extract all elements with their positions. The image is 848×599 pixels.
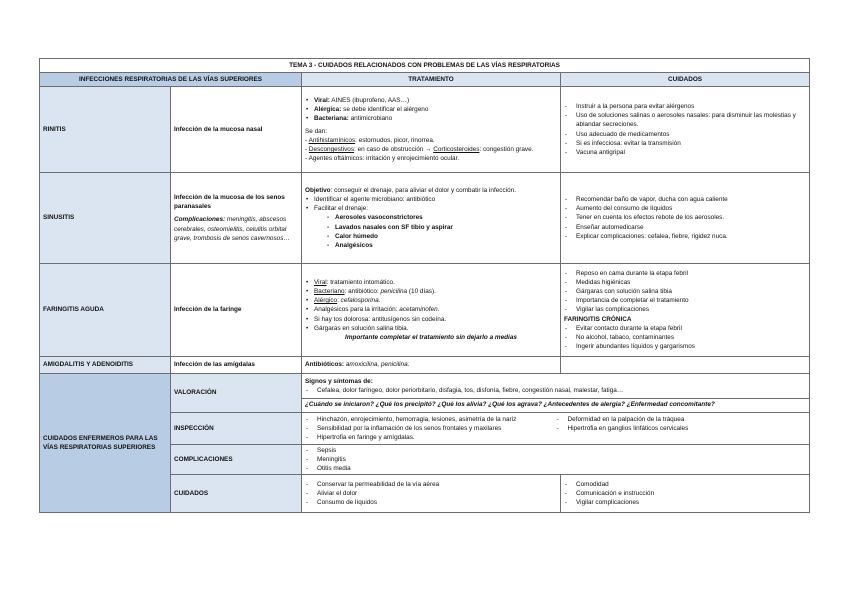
sinusitis-tratamiento bbox=[302, 173, 561, 264]
cuidados-right bbox=[561, 475, 810, 513]
list-item: - No alcohol, tabaco, contaminantes bbox=[564, 333, 806, 342]
valoracion-content bbox=[302, 374, 810, 413]
rinitis-descong-label: Descongestivos bbox=[308, 146, 355, 154]
list-item: - Explicar complicaciones: cefalea, fiebre, rigidez nuca. bbox=[564, 232, 806, 241]
rinitis-tratamiento: • Viral: AINES (ibuprofeno, AAS…) • Alérgica: se debe identificar el alérgeno • Bacteriana: antimicrobiano Se dan: - Antihistamínicos: estornudos, picor, rinorrea. - Descongestivos: en caso de obstrucción → Corticosteroides: congestión grave. - Agentes oftálmicos: irritación y enrojecimiento ocular. bbox=[302, 87, 561, 173]
list-item: - Medidas higiénicas bbox=[564, 278, 806, 287]
list-item: - Hipertrofia en faringe y amígdalas. bbox=[305, 433, 556, 442]
sinusitis-name: SINUSITIS bbox=[40, 173, 171, 264]
faringitis-analg-text: Analgésicos para la irritación: bbox=[314, 306, 400, 314]
faringitis-viral-text: : tratamiento intomático. bbox=[326, 279, 395, 287]
list-item: - Tener en cuenta los efectos rebote de los aerosoles. bbox=[564, 213, 806, 222]
list-item: - Ingerir abundantes líquidos y gargarismos bbox=[564, 342, 806, 351]
list-item: - Aliviar el dolor bbox=[305, 489, 557, 498]
list-item: - Comodidad bbox=[564, 480, 806, 489]
complicaciones-label: COMPLICACIONES bbox=[171, 445, 302, 475]
rinitis-cuidados bbox=[561, 87, 810, 173]
sinusitis-complic-label: Complicaciones: bbox=[174, 216, 226, 224]
rinitis-desc: Infección de la mucosa nasal bbox=[171, 87, 302, 173]
list-item: - Analgésicos bbox=[317, 241, 557, 250]
row-sinusitis bbox=[40, 173, 810, 264]
list-item: - Consumo de líquidos bbox=[305, 498, 557, 507]
rinitis-alergica-text: se debe identificar el alérgeno bbox=[341, 105, 429, 113]
rinitis-antihist-text: : estornudos, picor, rinorrea. bbox=[355, 137, 435, 145]
sinusitis-objetivo-text: : conseguir el drenaje, para aliviar el dolor y combatir la infección. bbox=[330, 187, 517, 195]
inspeccion-label: INSPECCIÓN bbox=[171, 413, 302, 445]
rinitis-viral-label: Viral: bbox=[314, 96, 330, 104]
list-item: - Comunicación e instrucción bbox=[564, 489, 806, 498]
list-item: - Instruir a la persona para evitar alérgenos bbox=[564, 102, 806, 111]
rinitis-name: RINITIS bbox=[40, 87, 171, 173]
list-item: - Sepsis bbox=[305, 446, 806, 455]
list-item: - Lavados nasales con SF tibio y aspirar bbox=[317, 223, 557, 232]
faringitis-analg-drug: acetaminofen. bbox=[399, 306, 440, 314]
amigdalitis-tratamiento bbox=[302, 357, 561, 374]
document-page bbox=[39, 58, 809, 513]
row-faringitis bbox=[40, 264, 810, 357]
rinitis-bacteriana-text: antimicrobiano bbox=[348, 114, 393, 122]
faringitis-gargaras: • Gárgaras en solución salina tibia. bbox=[305, 324, 557, 333]
list-item: • Identificar el agente microbiano: antibiótico bbox=[305, 195, 557, 204]
faringitis-cronica-title: FARINGITIS CRÓNICA bbox=[564, 315, 632, 323]
header-tratamiento: TRATAMIENTO bbox=[302, 73, 561, 87]
faringitis-desc: Infección de la faringe bbox=[171, 264, 302, 357]
list-item: - Recomendar baño de vapor, ducha con agua caliente bbox=[564, 195, 806, 204]
row-valoracion bbox=[40, 374, 810, 413]
list-item: - Enseñar automedicarse bbox=[564, 223, 806, 232]
list-item: • Facilitar el drenaje: bbox=[305, 204, 557, 213]
faringitis-bact-text: : antibiótico: bbox=[344, 288, 381, 296]
cuidados-left bbox=[302, 475, 561, 513]
list-item: - Aerosoles vasoconstrictores bbox=[317, 213, 557, 222]
amigdalitis-name: AMIGDALITIS Y ADENOIDITIS bbox=[40, 357, 171, 374]
list-item: - Uso adecuado de medicamentos bbox=[564, 130, 806, 139]
valoracion-preguntas: ¿Cuándo se iniciaron? ¿Qué los precipitó? ¿Qué los alivia? ¿Qué los agrava? ¿Antecedentes de alergia? ¿Enfermedad concomitante? bbox=[302, 398, 809, 409]
list-item: - Calor húmedo bbox=[317, 232, 557, 241]
faringitis-bact-drug: penicilina bbox=[380, 288, 408, 296]
list-item: - Meningitis bbox=[305, 455, 806, 464]
list-item: - Hinchazón, enrojecimiento, hemorragia, lesiones, asimetría de la nariz bbox=[305, 415, 556, 424]
valoracion-signos: - Cefalea, dolor faríngeo, dolor periorbitario, disfagia, tos, disfonía, fiebre, congestión nasal, malestar, fatiga… bbox=[305, 386, 806, 395]
sinusitis-desc-cell bbox=[171, 173, 302, 264]
rinitis-cortico-text: : congestión grave. bbox=[479, 146, 534, 154]
list-item: - Vigilar las complicaciones bbox=[564, 305, 806, 314]
list-item: - Si es infecciosa: evitar la transmisión bbox=[564, 139, 806, 148]
sinusitis-desc: Infección de la mucosa de los senos paranasales bbox=[174, 194, 285, 211]
list-item: - Deformidad en la palpación de la tráquea bbox=[556, 415, 807, 424]
sinusitis-complic-text: meningitis, abscesos cerebrales, osteomielitis, celulitis orbital grave, trombosis de senos cavernosos… bbox=[174, 216, 290, 242]
row-amigdalitis bbox=[40, 357, 810, 374]
faringitis-name: FARINGITIS AGUDA bbox=[40, 264, 171, 357]
respiratory-care-table bbox=[39, 58, 810, 513]
rinitis-antihist-label: Antihistamínicos bbox=[308, 137, 356, 145]
amigdalitis-trat-label: Antibióticos: bbox=[305, 361, 345, 369]
inspeccion-content bbox=[302, 413, 810, 445]
faringitis-viral-label: Viral bbox=[314, 279, 327, 287]
rinitis-bacteriana-label: Bacteriana: bbox=[314, 114, 349, 122]
list-item: - Importancia de completar el tratamiento bbox=[564, 296, 806, 305]
rinitis-se-dan: Se dan: bbox=[305, 127, 328, 135]
list-item: - Evitar contacto durante la etapa febril bbox=[564, 324, 806, 333]
list-item: - Vigilar complicaciones bbox=[564, 498, 806, 507]
amigdalitis-trat-text: amoxicilina, penicilina. bbox=[344, 361, 410, 369]
list-item: - Gárgaras con solución salina tibia bbox=[564, 287, 806, 296]
faringitis-bact-label: Bacteriano bbox=[314, 288, 345, 296]
rinitis-agentes: Agentes oftálmicos: irritación y enrojecimiento ocular. bbox=[308, 155, 460, 163]
list-item: - Sensibilidad por la inflamación de los senos frontales y maxilares bbox=[305, 424, 556, 433]
list-item: - Aumento del consumo de líquidos bbox=[564, 204, 806, 213]
amigdalitis-desc: Infección de las amígdalas bbox=[171, 357, 302, 374]
list-item: - Vacuna antigripal bbox=[564, 148, 806, 157]
sinusitis-objetivo-label: Objetivo bbox=[305, 187, 331, 195]
header-cuidados: CUIDADOS bbox=[561, 73, 810, 87]
list-item: - Conservar la permeabilidad de la vía aérea bbox=[305, 480, 557, 489]
header-infecciones: INFECCIONES RESPIRATORIAS DE LAS VÍAS SUPERIORES bbox=[40, 73, 302, 87]
row-rinitis bbox=[40, 87, 810, 173]
rinitis-cortico-label: Corticosteroides bbox=[433, 146, 480, 154]
list-item: - Uso de soluciones salinas o aerosoles nasales: para disminuir las molestias y ablandar secreciones. bbox=[564, 111, 806, 129]
valoracion-signos-title: Signos y síntomas de: bbox=[305, 378, 373, 386]
list-item: - Reposo en cama durante la etapa febril bbox=[564, 269, 806, 278]
valoracion-label: VALORACIÓN bbox=[171, 374, 302, 413]
sinusitis-cuidados bbox=[561, 173, 810, 264]
faringitis-dolor: • Si hay tos dolorosa: antitusígenos sin codeína. bbox=[305, 315, 557, 324]
list-item: - Otitis media bbox=[305, 464, 806, 473]
faringitis-bact-tail: (10 días). bbox=[407, 288, 436, 296]
list-item: - Hipertrofia en ganglios linfáticos cervicales bbox=[556, 424, 807, 433]
rinitis-descong-text: : en caso de obstrucción → bbox=[354, 146, 434, 154]
cuidados-enf-name: CUIDADOS ENFERMEROS PARA LAS VÍAS RESPIRATORIAS SUPERIORES bbox=[40, 374, 171, 513]
faringitis-alerg-label: Alérgico bbox=[314, 297, 338, 305]
faringitis-cuidados bbox=[561, 264, 810, 357]
table-title: TEMA 3 - CUIDADOS RELACIONADOS CON PROBLEMAS DE LAS VÍAS RESPIRATORIAS bbox=[40, 59, 810, 73]
rinitis-viral-text: AINES (ibuprofeno, AAS…) bbox=[329, 96, 410, 104]
faringitis-importante: Importante completar el tratamiento sin dejarlo a medias bbox=[345, 333, 517, 341]
faringitis-tratamiento: • Viral: tratamiento intomático. • Bacteriano: antibiótico: penicilina (10 días). • Alérgico: cefalosporina. • Analgésicos para la irritación: acetaminofen. • Si hay tos dolorosa: antitusígenos sin codeína. • Gárgaras en solución salina tibia. Importante completar el tratamiento sin dejarlo a medias bbox=[302, 264, 561, 357]
cuidados-label: CUIDADOS bbox=[171, 475, 302, 513]
faringitis-alerg-drug: cefalosporina. bbox=[340, 297, 381, 305]
amigdalitis-cuidados bbox=[561, 357, 810, 374]
rinitis-alergica-label: Alérgica: bbox=[314, 105, 342, 113]
complicaciones-content bbox=[302, 445, 810, 475]
